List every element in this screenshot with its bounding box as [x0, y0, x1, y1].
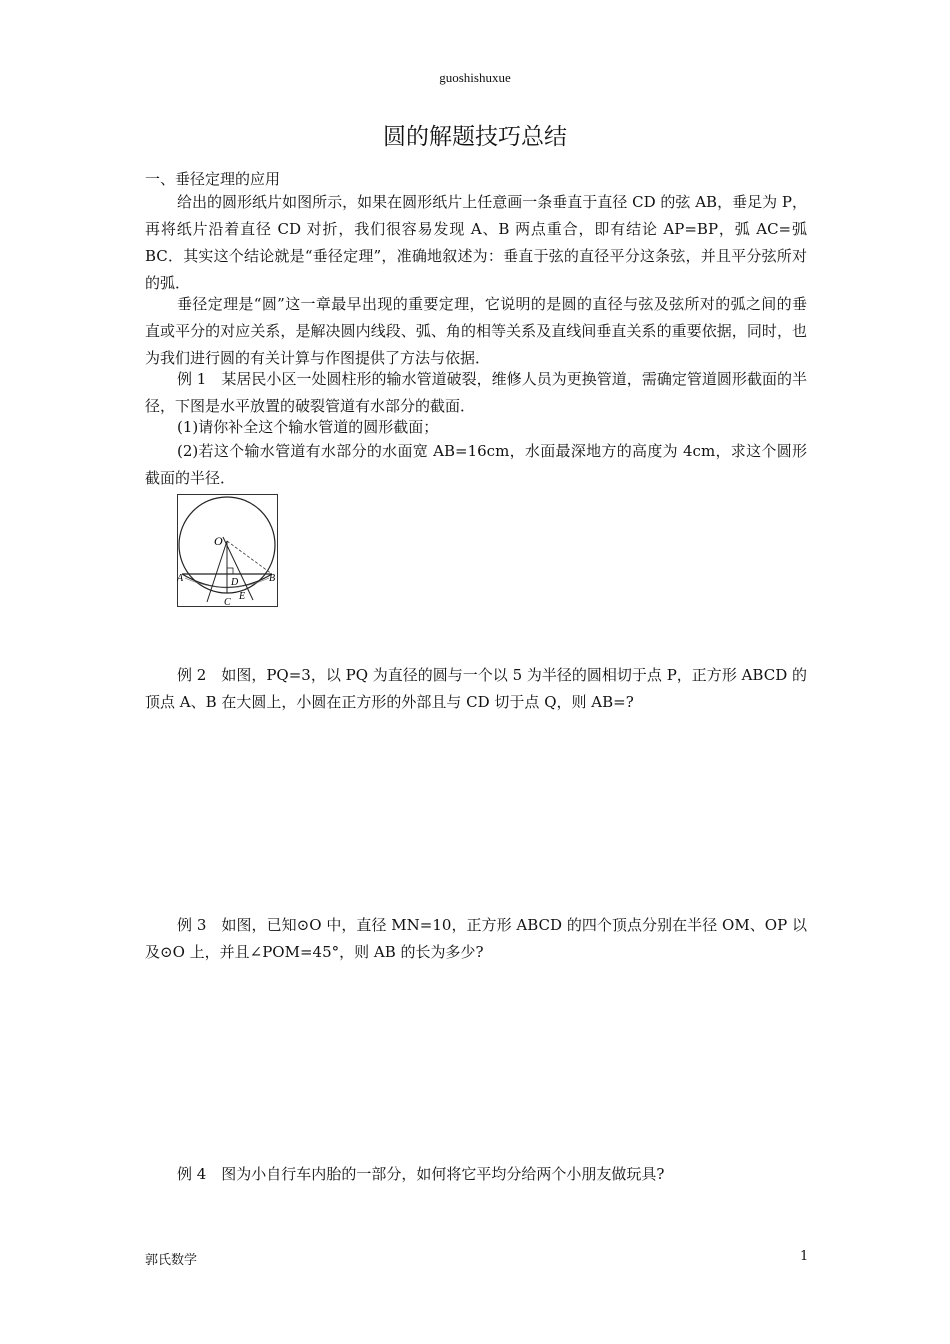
label-o: O	[214, 534, 223, 548]
example1-intro: 例 1 某居民小区一处圆柱形的输水管道破裂，维修人员为更换管道，需确定管道圆形截面的半径，下图是水平放置的破裂管道有水部分的截面．	[145, 370, 807, 415]
pipe-cross-section-figure	[177, 494, 278, 611]
footer-page-number: 1	[800, 1249, 809, 1264]
pipe-figure-svg	[177, 494, 278, 607]
label-e: E	[239, 591, 246, 602]
paragraph-theorem-importance: 垂径定理是“圆”这一章最早出现的重要定理，它说明的是圆的直径与弦及弦所对的弧之间的垂直或平分的对应关系，是解决圆内线段、弧、角的相等关系及直线间垂直关系的重要依据，同时，也为我们进行圆的有关计算与作图提供了方法与依据．	[145, 295, 807, 367]
page-header: guoshishuxue	[439, 70, 511, 85]
example3-text: 例 3 如图，已知⊙O 中，直径 MN=10，正方形 ABCD 的四个顶点分别在半径 OM、OP 以及⊙O 上，并且∠POM=45°，则 AB 的长为多少?	[145, 916, 807, 961]
label-a: A	[177, 573, 184, 584]
section-heading: 一、垂径定理的应用	[145, 170, 281, 188]
example2-text: 例 2 如图，PQ=3，以 PQ 为直径的圆与一个以 5 为半径的圆相切于点 P，正方形 ABCD 的顶点 A、B 在大圆上，小圆在正方形的外部且与 CD 切于点 Q，则 AB=?	[145, 666, 807, 711]
example4-text: 例 4 图为小自行车内胎的一部分，如何将它平均分给两个小朋友做玩具?	[177, 1165, 665, 1183]
page-title: 圆的解题技巧总结	[383, 124, 567, 150]
example1-question1: (1)请你补全这个输水管道的圆形截面；	[177, 418, 439, 436]
example1-question2: (2)若这个输水管道有水部分的水面宽 AB=16cm，水面最深地方的高度为 4cm，求这个圆形截面的半径．	[145, 442, 807, 487]
label-b: B	[269, 573, 276, 584]
paragraph-theorem-intro: 给出的圆形纸片如图所示，如果在圆形纸片上任意画一条垂直于直径 CD 的弦 AB，垂足为 P，再将纸片沿着直径 CD 对折，我们很容易发现 A、B 两点重合，即有结论 AP=BP，弧 AC=弧 BC．其实这个结论就是“垂径定理”，准确地叙述为：垂直于弦的直径平分这条弦，并且平分弦所对的弧．	[145, 193, 807, 292]
label-c: C	[224, 597, 231, 607]
footer-author: 郭氏数学	[145, 1253, 198, 1268]
label-d: D	[231, 577, 239, 588]
